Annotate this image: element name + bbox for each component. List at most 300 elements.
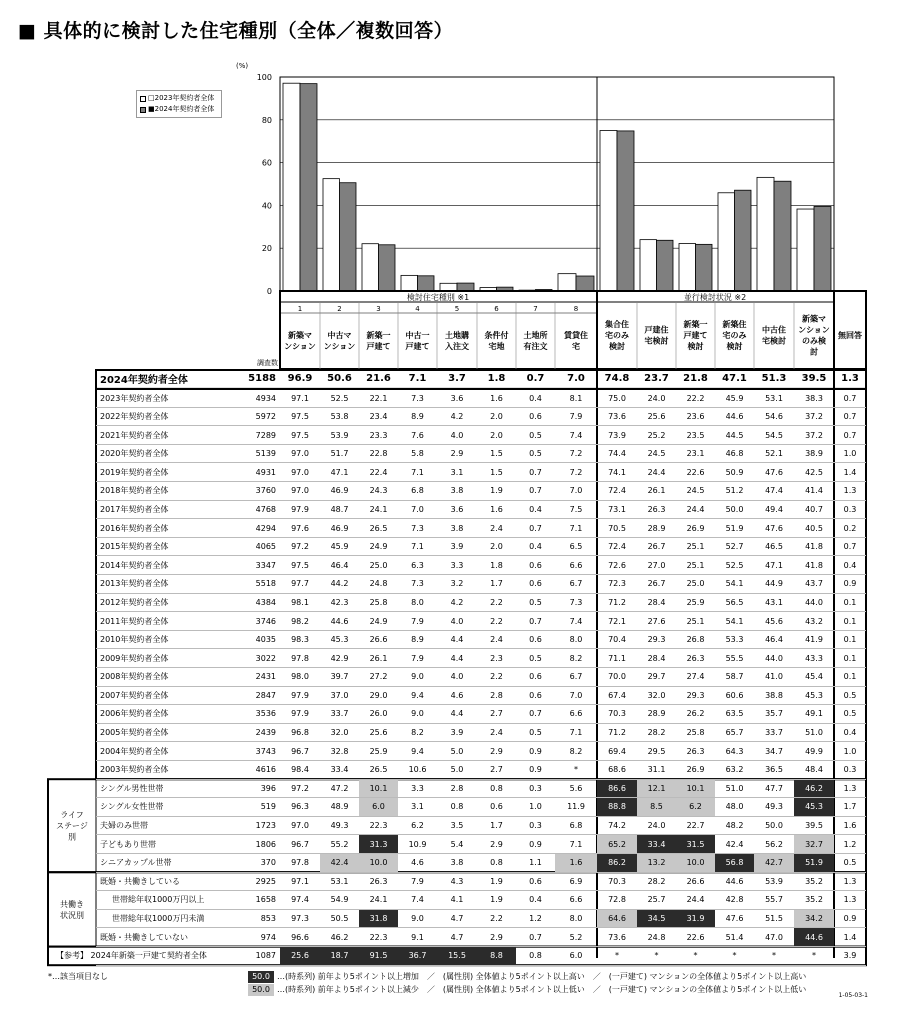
cell-value: 97.5 xyxy=(280,426,320,445)
cell-value: 97.4 xyxy=(280,891,320,910)
table-row xyxy=(96,389,866,408)
cell-value: 26.3 xyxy=(359,872,398,891)
col-header-15 xyxy=(838,330,862,340)
col-header-line: ンション xyxy=(798,325,830,335)
cell-value: 70.3 xyxy=(597,872,637,891)
cell-value: 2.2 xyxy=(477,909,516,928)
cell-value: 25.2 xyxy=(637,426,676,445)
cell-value: 23.5 xyxy=(676,426,715,445)
cell-value: 8.0 xyxy=(398,593,437,612)
cell-value: 3.3 xyxy=(398,779,437,798)
cell-value: 18.7 xyxy=(320,946,359,965)
cell-value: 7.1 xyxy=(555,519,597,538)
y-tick-label: 60 xyxy=(261,158,272,168)
cell-value: 8.9 xyxy=(398,630,437,649)
cell-value: 51.0 xyxy=(794,723,834,742)
col-number-8: 8 xyxy=(573,305,579,313)
col-header-line: 宅検討 xyxy=(762,336,786,346)
cell-value: 2.9 xyxy=(477,742,516,761)
cell-value: 48.7 xyxy=(320,500,359,519)
cell-value: 56.2 xyxy=(754,835,794,854)
cell-value: 4.3 xyxy=(437,872,477,891)
cell-value: 1.3 xyxy=(834,891,866,910)
cell-value: 73.1 xyxy=(597,500,637,519)
group-title-parallel: 並行検討状況 ※2 xyxy=(683,293,747,302)
cell-value: 51.3 xyxy=(754,370,794,389)
cell-value: 0.7 xyxy=(834,537,866,556)
cell-value: 7.9 xyxy=(398,612,437,631)
cell-value: 23.6 xyxy=(676,407,715,426)
cell-value: 3.9 xyxy=(834,946,866,965)
col-header-3 xyxy=(366,330,391,351)
bar-2023-9 xyxy=(600,131,617,292)
row-label: 2021年契約者全体 xyxy=(96,426,248,445)
cell-value: 24.9 xyxy=(359,612,398,631)
cell-value: 42.8 xyxy=(715,891,754,910)
cell-value: 51.9 xyxy=(794,853,834,872)
col-header-line: 討 xyxy=(810,347,818,357)
cell-value: * xyxy=(637,946,676,965)
cell-value: 5.0 xyxy=(437,760,477,779)
col-header-line: のみ検 xyxy=(802,336,826,346)
cell-value: 0.6 xyxy=(516,872,555,891)
cell-value: 97.1 xyxy=(280,389,320,408)
cell-value: 72.1 xyxy=(597,612,637,631)
cell-value: 9.4 xyxy=(398,686,437,705)
cell-value: 25.6 xyxy=(280,946,320,965)
cell-value: 51.5 xyxy=(754,909,794,928)
cell-value: 97.2 xyxy=(280,779,320,798)
legend-item-2023 xyxy=(140,93,218,104)
cell-value: 75.0 xyxy=(597,389,637,408)
col-header-line: 戸建て xyxy=(366,342,391,351)
bar-2024-5 xyxy=(457,283,474,291)
cell-value: 24.0 xyxy=(637,816,676,835)
cell-value: 6.5 xyxy=(555,537,597,556)
col-header-line: 入注文 xyxy=(445,342,469,351)
bar-chart xyxy=(0,60,898,300)
cell-value: 24.5 xyxy=(676,482,715,501)
cell-value: 0.6 xyxy=(516,556,555,575)
cell-value: 70.5 xyxy=(597,519,637,538)
cell-value: 7.4 xyxy=(555,612,597,631)
row-n: 5518 xyxy=(248,575,280,594)
cell-value: 7.9 xyxy=(398,649,437,668)
cell-value: 97.5 xyxy=(280,556,320,575)
cell-value: 1.0 xyxy=(834,444,866,463)
cell-value: 25.9 xyxy=(676,593,715,612)
bar-2023-3 xyxy=(362,244,379,291)
dark-chip-text: …(時系列) 前年より5ポイント以上増加 ／ (属性別) 全体値より5ポイント以上高い ／ (一戸建て) マンションの全体値より5ポイント以上高い xyxy=(277,972,807,982)
bar-2024-3 xyxy=(379,245,396,291)
bar-2024-2 xyxy=(340,183,357,291)
cell-value: 47.1 xyxy=(320,463,359,482)
cell-value: 7.3 xyxy=(398,575,437,594)
cell-value: 25.8 xyxy=(359,593,398,612)
cell-value: 1.9 xyxy=(477,891,516,910)
cell-value: 1.2 xyxy=(516,909,555,928)
cell-value: 70.3 xyxy=(597,705,637,724)
page-number: 1-05-03-1 xyxy=(838,992,868,999)
col-header-line: 土地所 xyxy=(523,331,548,340)
cell-value: 86.2 xyxy=(597,853,637,872)
row-n: 1658 xyxy=(248,891,280,910)
cell-value: 28.9 xyxy=(637,519,676,538)
cell-value: 10.0 xyxy=(359,853,398,872)
cell-value: 44.6 xyxy=(715,407,754,426)
cell-value: 29.3 xyxy=(676,686,715,705)
light-chip: 50.0 xyxy=(248,984,274,996)
col-header-2 xyxy=(324,330,356,351)
cell-value: 6.6 xyxy=(555,705,597,724)
light-chip-text: …(時系列) 前年より5ポイント以上減少 ／ (属性別) 全体値より5ポイント以上低い ／ (一戸建て) マンションの全体値より5ポイント以上低い xyxy=(277,985,807,995)
cell-value: 26.3 xyxy=(676,742,715,761)
cell-value: 96.7 xyxy=(280,742,320,761)
col-header-line: 検討 xyxy=(609,342,625,351)
cell-value: 47.6 xyxy=(754,519,794,538)
cell-value: 46.8 xyxy=(715,444,754,463)
group-label-life-stage xyxy=(56,811,88,842)
col-header-line: 検討 xyxy=(726,342,743,351)
cell-value: 0.6 xyxy=(477,798,516,817)
cell-value: 47.6 xyxy=(715,909,754,928)
bar-2023-14 xyxy=(797,209,814,291)
cell-value: 26.9 xyxy=(676,760,715,779)
cell-value: 47.4 xyxy=(754,482,794,501)
col-header-line: 新築住 xyxy=(722,320,747,329)
cell-value: 98.1 xyxy=(280,593,320,612)
cell-value: 97.9 xyxy=(280,705,320,724)
legend-label-2023: □2023年契約者全体 xyxy=(148,94,215,102)
cell-value: 34.2 xyxy=(794,909,834,928)
cell-value: 73.6 xyxy=(597,928,637,947)
cell-value: 4.0 xyxy=(437,612,477,631)
cell-value: 6.8 xyxy=(398,482,437,501)
cell-value: 0.5 xyxy=(834,705,866,724)
cell-value: 8.5 xyxy=(637,798,676,817)
col-number-5: 5 xyxy=(454,305,460,313)
cell-value: 0.9 xyxy=(516,835,555,854)
cell-value: 63.5 xyxy=(715,705,754,724)
col-header-14 xyxy=(798,314,830,357)
row-label: 夫婦のみ世帯 xyxy=(96,816,248,835)
cell-value: 7.2 xyxy=(555,463,597,482)
cell-value: 26.3 xyxy=(637,500,676,519)
row-n: 4931 xyxy=(248,463,280,482)
cell-value: 7.9 xyxy=(398,872,437,891)
cell-value: 71.1 xyxy=(597,649,637,668)
cell-value: 3.3 xyxy=(437,556,477,575)
cell-value: 24.8 xyxy=(637,928,676,947)
bar-2024-13 xyxy=(774,181,791,291)
col-number-3: 3 xyxy=(376,305,381,313)
row-label: 2007年契約者全体 xyxy=(96,686,248,705)
table-row xyxy=(96,891,866,910)
cell-value: 43.2 xyxy=(794,612,834,631)
cell-value: 33.7 xyxy=(320,705,359,724)
cell-value: 70.4 xyxy=(597,630,637,649)
cell-value: 45.9 xyxy=(320,537,359,556)
cell-value: 40.5 xyxy=(794,519,834,538)
cell-value: 2.4 xyxy=(477,519,516,538)
col-header-line: 戸建住 xyxy=(644,325,669,335)
cell-value: 41.8 xyxy=(794,537,834,556)
cell-value: 1.6 xyxy=(834,816,866,835)
cell-value: 1.7 xyxy=(477,575,516,594)
cell-value: 0.9 xyxy=(834,909,866,928)
cell-value: 39.7 xyxy=(320,668,359,687)
cell-value: 39.5 xyxy=(794,816,834,835)
cell-value: 96.8 xyxy=(280,723,320,742)
row-label: 2014年契約者全体 xyxy=(96,556,248,575)
cell-value: 27.0 xyxy=(637,556,676,575)
cell-value: 32.7 xyxy=(794,835,834,854)
row-label: 2008年契約者全体 xyxy=(96,668,248,687)
page-title: ■ 具体的に検討した住宅種別（全体／複数回答） xyxy=(18,20,454,42)
legend-label-2024: ■2024年契約者全体 xyxy=(148,105,215,113)
cell-value: 10.9 xyxy=(398,835,437,854)
cell-value: 34.7 xyxy=(754,742,794,761)
bar-2024-10 xyxy=(657,240,674,291)
cell-value: 12.1 xyxy=(637,779,676,798)
cell-value: 46.5 xyxy=(754,537,794,556)
cell-value: 0.1 xyxy=(834,612,866,631)
cell-value: 22.4 xyxy=(359,463,398,482)
cell-value: 68.6 xyxy=(597,760,637,779)
cell-value: 24.4 xyxy=(676,500,715,519)
row-n: 1723 xyxy=(248,816,280,835)
cell-value: 0.8 xyxy=(437,798,477,817)
row-n: 1087 xyxy=(248,946,280,965)
row-n: 5188 xyxy=(248,370,280,389)
cell-value: 0.7 xyxy=(834,407,866,426)
col-number-1: 1 xyxy=(297,305,303,313)
cell-value: 0.4 xyxy=(516,891,555,910)
col-header-line: 宅地 xyxy=(488,342,505,351)
cell-value: 31.9 xyxy=(676,909,715,928)
cell-value: 24.4 xyxy=(676,891,715,910)
cell-value: 13.2 xyxy=(637,853,676,872)
cell-value: 51.0 xyxy=(715,779,754,798)
cell-value: 46.4 xyxy=(320,556,359,575)
cell-value: 0.3 xyxy=(834,500,866,519)
cell-value: 47.2 xyxy=(320,779,359,798)
cell-value: 1.4 xyxy=(834,928,866,947)
cell-value: 46.9 xyxy=(320,519,359,538)
legend-swatch-2024 xyxy=(140,107,146,113)
row-label: 2023年契約者全体 xyxy=(96,389,248,408)
cell-value: 26.3 xyxy=(676,649,715,668)
cell-value: 4.7 xyxy=(437,909,477,928)
cell-value: 25.8 xyxy=(676,723,715,742)
cell-value: 24.9 xyxy=(359,537,398,556)
row-n: 5972 xyxy=(248,407,280,426)
row-n: 2431 xyxy=(248,668,280,687)
work-status-frame xyxy=(48,872,866,946)
cell-value: 1.7 xyxy=(834,798,866,817)
table-row xyxy=(96,816,866,835)
cell-value: 53.1 xyxy=(320,872,359,891)
cell-value: 10.1 xyxy=(359,779,398,798)
cell-value: 7.3 xyxy=(555,593,597,612)
cell-value: 7.0 xyxy=(555,686,597,705)
cell-value: 0.1 xyxy=(834,593,866,612)
cell-value: 26.2 xyxy=(676,705,715,724)
cell-value: 5.8 xyxy=(398,444,437,463)
cell-value: 0.6 xyxy=(516,630,555,649)
cell-value: 4.0 xyxy=(437,668,477,687)
cell-value: 0.5 xyxy=(834,853,866,872)
cell-value: 37.0 xyxy=(320,686,359,705)
cell-value: 56.8 xyxy=(715,853,754,872)
cell-value: 0.9 xyxy=(516,760,555,779)
row-label: 2024年契約者全体 xyxy=(96,370,248,389)
cell-value: 0.7 xyxy=(516,463,555,482)
cell-value: 24.5 xyxy=(637,444,676,463)
cell-value: 45.6 xyxy=(754,612,794,631)
cell-value: 49.1 xyxy=(794,705,834,724)
cell-value: 42.3 xyxy=(320,593,359,612)
cell-value: 46.9 xyxy=(320,482,359,501)
cell-value: 0.9 xyxy=(834,575,866,594)
yearly-block-frame xyxy=(96,370,866,779)
cell-value: 71.2 xyxy=(597,723,637,742)
cell-value: 56.5 xyxy=(715,593,754,612)
header-frame xyxy=(280,291,866,369)
cell-value: 3.9 xyxy=(437,723,477,742)
row-n: 4384 xyxy=(248,593,280,612)
cell-value: 8.9 xyxy=(398,407,437,426)
table-row xyxy=(96,798,866,817)
cell-value: 5.6 xyxy=(555,779,597,798)
cell-value: 74.2 xyxy=(597,816,637,835)
dark-chip: 50.0 xyxy=(248,971,274,983)
cell-value: 55.7 xyxy=(754,891,794,910)
cell-value: 9.0 xyxy=(398,705,437,724)
cell-value: 44.2 xyxy=(320,575,359,594)
cell-value: 88.8 xyxy=(597,798,637,817)
row-label: 子どもあり世帯 xyxy=(96,835,248,854)
cell-value: 25.1 xyxy=(676,556,715,575)
y-tick-label: 100 xyxy=(256,73,272,82)
table-row xyxy=(96,519,866,538)
row-label: 2016年契約者全体 xyxy=(96,519,248,538)
cell-value: 38.3 xyxy=(794,389,834,408)
cell-value: 6.9 xyxy=(555,872,597,891)
row-label: シングル女性世帯 xyxy=(96,798,248,817)
cell-value: 28.2 xyxy=(637,872,676,891)
cell-value: 97.7 xyxy=(280,575,320,594)
table-row xyxy=(96,500,866,519)
col-number-2: 2 xyxy=(337,305,342,313)
cell-value: 96.9 xyxy=(280,370,320,389)
cell-value: 45.3 xyxy=(794,798,834,817)
cell-value: 1.4 xyxy=(834,463,866,482)
cell-value: 97.6 xyxy=(280,519,320,538)
bar-2023-6 xyxy=(480,288,497,291)
col-header-line: 土地購 xyxy=(445,331,469,340)
cell-value: 38.9 xyxy=(794,444,834,463)
cell-value: 50.5 xyxy=(320,909,359,928)
cell-value: 46.2 xyxy=(320,928,359,947)
cell-value: 2.4 xyxy=(477,630,516,649)
row-label: 2004年契約者全体 xyxy=(96,742,248,761)
cell-value: 3.1 xyxy=(437,463,477,482)
cell-value: 51.9 xyxy=(715,519,754,538)
cell-value: 4.1 xyxy=(437,891,477,910)
cell-value: 72.4 xyxy=(597,537,637,556)
cell-value: 24.1 xyxy=(359,891,398,910)
cell-value: 0.7 xyxy=(516,705,555,724)
cell-value: * xyxy=(676,946,715,965)
cell-value: 37.2 xyxy=(794,426,834,445)
cell-value: 3.8 xyxy=(437,519,477,538)
cell-value: 1.3 xyxy=(834,370,866,389)
y-tick-label: 80 xyxy=(261,115,272,125)
cell-value: 33.7 xyxy=(754,723,794,742)
cell-value: 6.0 xyxy=(359,798,398,817)
col-header-line: 有注文 xyxy=(523,342,548,351)
cell-value: 3.5 xyxy=(437,816,477,835)
cell-value: 73.9 xyxy=(597,426,637,445)
cell-value: 0.1 xyxy=(834,630,866,649)
col-header-line: ンション xyxy=(323,342,356,351)
cell-value: 64.6 xyxy=(597,909,637,928)
cell-value: 2.0 xyxy=(477,426,516,445)
table-row xyxy=(96,928,866,947)
cell-value: 26.1 xyxy=(359,649,398,668)
col-header-line: 宅検討 xyxy=(644,336,669,346)
cell-value: 44.5 xyxy=(715,426,754,445)
cell-value: 26.5 xyxy=(359,760,398,779)
cell-value: 10.0 xyxy=(676,853,715,872)
cell-value: 7.1 xyxy=(398,537,437,556)
cell-value: 25.0 xyxy=(676,575,715,594)
cell-value: 24.0 xyxy=(637,389,676,408)
cell-value: 22.3 xyxy=(359,928,398,947)
table-row xyxy=(96,946,866,965)
cell-value: 22.6 xyxy=(676,463,715,482)
cell-value: 42.4 xyxy=(715,835,754,854)
cell-value: 3.9 xyxy=(437,537,477,556)
col-header-line: 集合住 xyxy=(605,320,629,329)
table-row xyxy=(96,575,866,594)
cell-value: 96.3 xyxy=(280,798,320,817)
cell-value: 1.5 xyxy=(477,463,516,482)
cell-value: 24.1 xyxy=(359,500,398,519)
cell-value: 4.2 xyxy=(437,593,477,612)
cell-value: 47.0 xyxy=(754,928,794,947)
cell-value: 29.3 xyxy=(637,630,676,649)
cell-value: 31.3 xyxy=(359,835,398,854)
cell-value: 1.8 xyxy=(477,556,516,575)
cell-value: 8.0 xyxy=(555,630,597,649)
cell-value: 0.7 xyxy=(516,928,555,947)
cell-value: 6.7 xyxy=(555,575,597,594)
bar-2024-8 xyxy=(576,276,594,291)
y-axis-label: (%) xyxy=(236,62,249,70)
cell-value: 74.1 xyxy=(597,463,637,482)
col-header-5 xyxy=(444,330,469,351)
bar-2024-12 xyxy=(735,190,752,291)
cell-value: 29.0 xyxy=(359,686,398,705)
cell-value: 47.1 xyxy=(715,370,754,389)
cell-value: 72.3 xyxy=(597,575,637,594)
cell-value: 0.5 xyxy=(516,649,555,668)
cell-value: 0.4 xyxy=(516,389,555,408)
cell-value: 26.1 xyxy=(637,482,676,501)
cell-value: 4.4 xyxy=(437,630,477,649)
